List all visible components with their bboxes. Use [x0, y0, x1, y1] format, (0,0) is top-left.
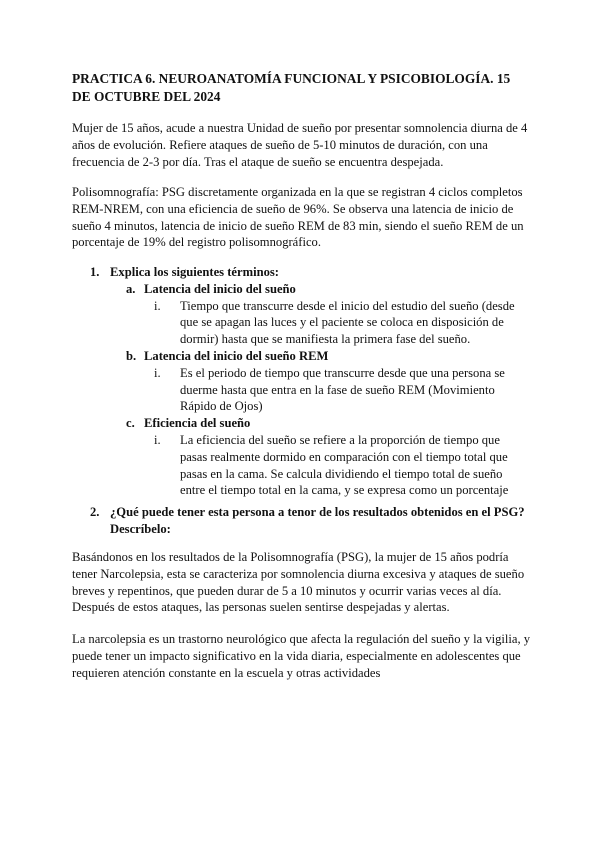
term-c-definition: La eficiencia del sueño se refiere a la proporción de tiempo que pasas realmente dormido en comparación con el tiempo total que pasas en la cama. Se calcula dividiendo el tiempo total de sueño entre el tiempo total en la cama, y se expresa como un porcentaje	[180, 432, 509, 498]
term-c-letter: c.	[126, 416, 135, 431]
question-2-heading	[90, 504, 530, 538]
term-b-title: Latencia del inicio del sueño REM	[144, 348, 329, 363]
question-1-terms	[126, 281, 530, 499]
question-1-text: Explica los siguientes términos:	[110, 265, 279, 279]
psg-paragraph: Polisomnografía: PSG discretamente organizada en la que se registran 4 ciclos completos REM-NREM, con una eficiencia de sueño de 96%. Se observa una latencia de inicio de sueño 4 minutos, latencia de inicio de sueño REM de 83 min, siendo el sueño REM de un porcentaje de 19% del registro polisomnográfico.	[72, 185, 524, 250]
question-1-heading	[90, 264, 530, 281]
term-a-heading	[126, 281, 530, 298]
question-2-text: ¿Qué puede tener esta persona a tenor de los resultados obtenidos en el PSG? Descríbelo:	[110, 505, 525, 536]
answer-paragraph-1: Basándonos en los resultados de la Polisomnografía (PSG), la mujer de 15 años podría tener Narcolepsia, esta se caracteriza por somnolencia diurna excesiva y ataques de sueño breves y repentinos, que pueden durar de 5 a 10 minutos y ocurrir varias veces al día. Después de estos ataques, las personas suelen sentirse despejadas y alertas.	[72, 550, 525, 615]
term-b-heading	[126, 348, 530, 365]
term-c-title: Eficiencia del sueño	[144, 416, 251, 431]
term-c-definition-item	[144, 432, 530, 499]
term-a-definition-item	[144, 298, 530, 348]
term-b-roman: i.	[154, 365, 161, 380]
term-b-definition: Es el periodo de tiempo que transcurre desde que una persona se duerme hasta que entra en la fase de sueño REM (Movimiento Rápido de Ojos)	[180, 365, 505, 414]
case-paragraph: Mujer de 15 años, acude a nuestra Unidad de sueño por presentar somnolencia diurna de 4 años de evolución. Refiere ataques de sueño de 5-10 minutos de duración, con una frecuencia de 2-3 por día. Tras el ataque de sueño se encuentra despejada.	[72, 121, 528, 169]
term-a-title: Latencia del inicio del sueño	[144, 281, 296, 296]
term-a-roman: i.	[154, 298, 161, 313]
answer-paragraph-2: La narcolepsia es un trastorno neurológico que afecta la regulación del sueño y la vigilia, y puede tener un impacto significativo en la vida diaria, especialmente en adolescentes que requieren atención constante en la escuela y otras actividades	[72, 632, 531, 680]
term-c-heading	[126, 415, 530, 432]
term-a-letter: a.	[126, 281, 136, 296]
term-b-letter: b.	[126, 348, 137, 363]
question-1	[90, 264, 530, 499]
term-b-definition-item	[144, 365, 530, 415]
term-a-definition: Tiempo que transcurre desde el inicio del estudio del sueño (desde que se apagan las luces y el paciente se coloca en disposición de dormir) hasta que se manifiesta la primera fase del sueño.	[180, 298, 515, 347]
term-c-roman: i.	[154, 432, 161, 447]
question-1-number: 1.	[90, 265, 100, 279]
document-title: PRACTICA 6. NEUROANATOMÍA FUNCIONAL Y PSICOBIOLOGÍA. 15 DE OCTUBRE DEL 2024	[72, 71, 511, 104]
question-2-number: 2.	[90, 505, 100, 519]
